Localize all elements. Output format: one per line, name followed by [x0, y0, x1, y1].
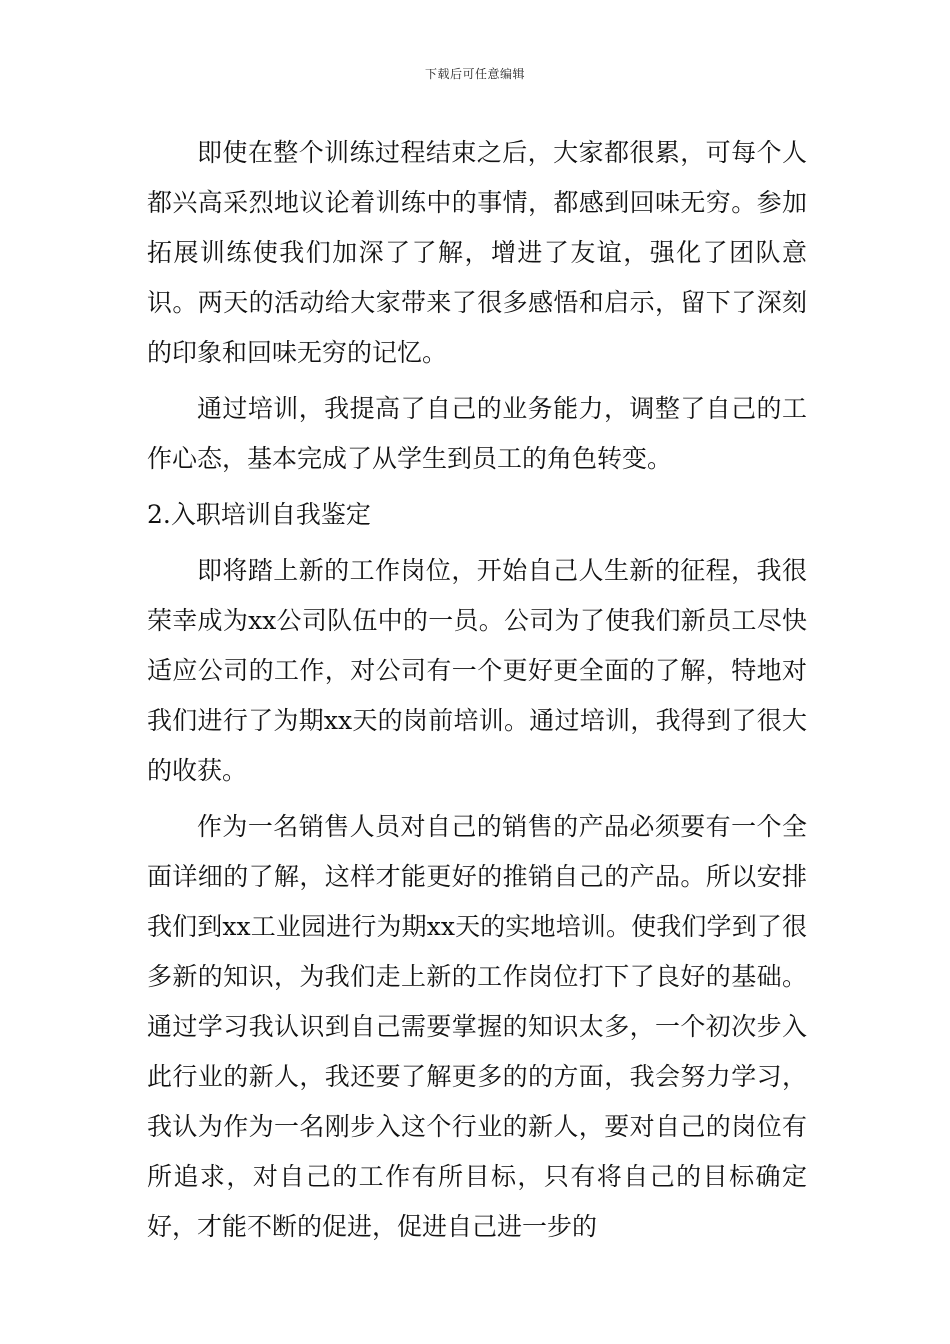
page-header: 下载后可任意编辑 [424, 67, 525, 81]
paragraph-onboarding-intro: 即将踏上新的工作岗位，开始自己人生新的征程，我很荣幸成为xx公司队伍中的一员。公司为了使我们新员工尽快适应公司的工作，对公司有一个更好更全面的了解，特地对我们进行了为期xx天的岗前培训。通过培训，我得到了很大的收获。 [147, 556, 807, 785]
document-body [147, 128, 807, 1252]
paragraph-training-summary: 即使在整个训练过程结束之后，大家都很累，可每个人都兴高采烈地议论着训练中的事情，都感到回味无穷。参加拓展训练使我们加深了了解，增进了友谊，强化了团队意识。两天的活动给大家带来了很多感悟和启示，留下了深刻的印象和回味无穷的记忆。 [147, 138, 807, 367]
paragraph-sales-training: 作为一名销售人员对自己的销售的产品必须要有一个全面详细的了解，这样才能更好的推销自己的产品。所以安排我们到xx工业园进行为期xx天的实地培训。使我们学到了很多新的知识，为我们走上新的工作岗位打下了良好的基础。通过学习我认识到自己需要掌握的知识太多，一个初次步入此行业的新人，我还要了解更多的的方面，我会努力学习，我认为作为一名刚步入这个行业的新人，要对自己的岗位有所追求，对自己的工作有所目标，只有将自己的目标确定好，才能不断的促进，促进自己进一步的 [147, 812, 807, 1241]
paragraph-training-result: 通过培训，我提高了自己的业务能力，调整了自己的工作心态，基本完成了从学生到员工的角色转变。 [147, 394, 807, 473]
section-heading: 2.入职培训自我鉴定 [147, 500, 371, 529]
